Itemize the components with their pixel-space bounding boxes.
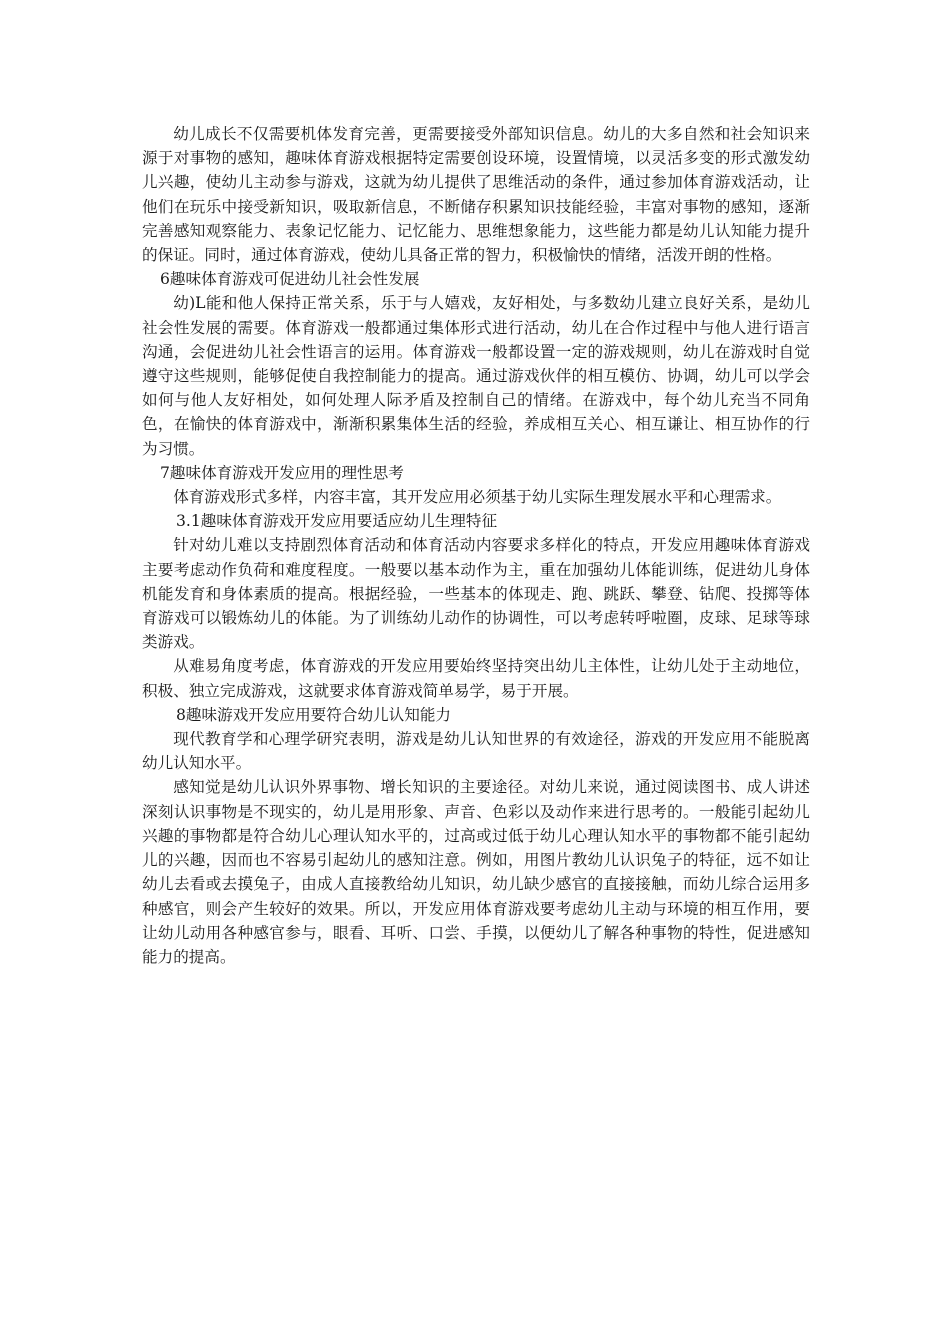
document-body <box>142 122 810 969</box>
paragraph: 体育游戏形式多样，内容丰富，其开发应用必须基于幼儿实际生理发展水平和心理需求。 <box>173 488 782 507</box>
section-heading: 6趣味体育游戏可促进幼儿社会性发展 <box>160 270 420 289</box>
section-heading: 7趣味体育游戏开发应用的理性思考 <box>160 463 404 482</box>
paragraph: 从难易角度考虑，体育游戏的开发应用要始终坚持突出幼儿主体性，让幼儿处于主动地位，积极、独立完成游戏，这就要求体育游戏简单易学，易于开展。 <box>142 657 810 700</box>
paragraph: 针对幼儿难以支持剧烈体育活动和体育活动内容要求多样化的特点，开发应用趣味体育游戏主要考虑动作负荷和难度程度。一般要以基本动作为主，重在加强幼儿体能训练，促进幼儿身体机能发育和身体素质的提高。根据经验，一些基本的体现走、跑、跳跃、攀登、钻爬、投掷等体育游戏可以锻炼幼儿的体能。为了训练幼儿动作的协调性，可以考虑转呼啦圈，皮球、足球等球类游戏。 <box>142 536 810 652</box>
paragraph: 现代教育学和心理学研究表明，游戏是幼儿认知世界的有效途径，游戏的开发应用不能脱离幼儿认知水平。 <box>142 730 810 773</box>
paragraph: 感知觉是幼儿认识外界事物、增长知识的主要途径。对幼儿来说，通过阅读图书、成人讲述深刻认识事物是不现实的，幼儿是用形象、声音、色彩以及动作来进行思考的。一般能引起幼儿兴趣的事物都是符合幼儿心理认知水平的，过高或过低于幼儿心理认知水平的事物都不能引起幼儿的兴趣，因而也不容易引起幼儿的感知注意。例如，用图片教幼儿认识兔子的特征，远不如让幼儿去看或去摸兔子，由成人直接教给幼儿知识，幼儿缺少感官的直接接触，而幼儿综合运用多种感官，则会产生较好的效果。所以，开发应用体育游戏要考虑幼儿主动与环境的相互作用，要让幼儿动用各种感官参与，眼看、耳听、口尝、手摸，以便幼儿了解各种事物的特性，促进感知能力的提高。 <box>142 778 810 966</box>
paragraph: 幼)L能和他人保持正常关系，乐于与人嬉戏，友好相处，与多数幼儿建立良好关系，是幼儿社会性发展的需要。体育游戏一般都通过集体形式进行活动，幼儿在合作过程中与他人进行语言沟通，会促进幼儿社会性语言的运用。体育游戏一般都设置一定的游戏规则，幼儿在游戏时自觉遵守这些规则，能够促使自我控制能力的提高。通过游戏伙伴的相互模仿、协调，幼儿可以学会如何与他人友好相处，如何处理人际矛盾及控制自己的情绪。在游戏中，每个幼儿充当不同角色，在愉快的体育游戏中，渐渐积累集体生活的经验，养成相互关心、相互谦让、相互协作的行为习惯。 <box>142 294 810 458</box>
subsection-heading: 8趣味游戏开发应用要符合幼儿认知能力 <box>176 705 452 724</box>
subsection-heading: 3.1趣味体育游戏开发应用要适应幼儿生理特征 <box>176 512 498 531</box>
paragraph: 幼儿成长不仅需要机体发育完善，更需要接受外部知识信息。幼儿的大多自然和社会知识来源于对事物的感知，趣味体育游戏根据特定需要创设环境，设置情境，以灵活多变的形式激发幼儿兴趣，使幼儿主动参与游戏，这就为幼儿提供了思维活动的条件，通过参加体育游戏活动，让他们在玩乐中接受新知识，吸取新信息，不断储存积累知识技能经验，丰富对事物的感知，逐渐完善感知观察能力、表象记忆能力、记忆能力、思维想象能力，这些能力都是幼儿认知能力提升的保证。同时，通过体育游戏，使幼儿具备正常的智力，积极愉快的情绪，活泼开朗的性格。 <box>142 125 810 265</box>
